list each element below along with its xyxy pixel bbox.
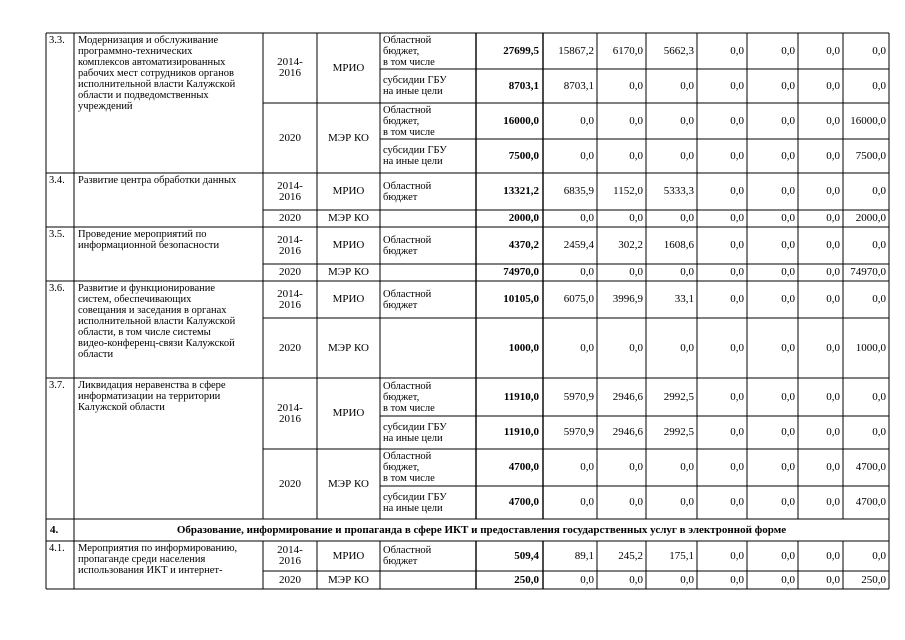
total-cell: 7500,0 [508, 149, 539, 162]
year-value-cell: 6170,0 [612, 44, 643, 57]
year-value-cell: 0,0 [580, 461, 594, 473]
year-value-cell: 0,0 [872, 185, 886, 197]
year-value-cell: 0,0 [781, 573, 795, 586]
funding-source-cell: Областной бюджет, в том числе [383, 104, 435, 138]
funding-source-cell [383, 264, 474, 281]
year-value-cell: 0,0 [781, 266, 795, 278]
row-number: 3.4. [49, 175, 65, 186]
year-value-cell: 0,0 [826, 496, 840, 508]
year-value-cell: 1152,0 [613, 185, 643, 197]
year-value-cell: 1608,6 [663, 239, 694, 251]
year-value-cell: 3996,9 [612, 293, 643, 305]
period-cell: 2020 [279, 573, 301, 586]
total-cell: 11910,0 [503, 390, 539, 403]
funding-source-cell: Областной бюджет [383, 288, 432, 311]
year-value-cell: 0,0 [826, 185, 840, 197]
period-cell: 2014- 2016 [277, 233, 303, 257]
period-cell: 2014- 2016 [277, 544, 303, 567]
year-value-cell: 2992,5 [663, 426, 694, 438]
funding-source-cell: субсидии ГБУ на иные цели [383, 421, 447, 444]
funding-source-cell: субсидии ГБУ на иные цели [383, 145, 447, 167]
activity-title: Развитие центра обработки данных [78, 175, 237, 186]
funding-source-cell [383, 571, 474, 589]
year-value-cell: 0,0 [680, 212, 694, 224]
funding-source-cell: Областной бюджет [383, 180, 432, 203]
year-value-cell: 0,0 [680, 149, 694, 162]
funding-source-cell: субсидии ГБУ на иные цели [383, 491, 447, 514]
year-value-cell: 0,0 [629, 461, 643, 473]
executor-cell: МЭР КО [328, 341, 369, 354]
year-value-cell: 4700,0 [855, 461, 886, 473]
year-value-cell: 0,0 [730, 461, 744, 473]
funding-source-cell: Областной бюджет, в том числе [383, 380, 435, 414]
year-value-cell: 0,0 [680, 79, 694, 92]
total-cell: 27699,5 [503, 44, 539, 57]
year-value-cell: 0,0 [730, 114, 744, 127]
year-value-cell: 0,0 [872, 293, 886, 305]
funding-source-cell [383, 318, 474, 378]
year-value-cell: 0,0 [781, 212, 795, 224]
year-value-cell: 0,0 [826, 390, 840, 403]
year-value-cell: 0,0 [872, 549, 886, 562]
year-value-cell: 0,0 [872, 390, 886, 403]
year-value-cell: 8703,1 [563, 79, 594, 92]
year-value-cell: 0,0 [680, 573, 694, 586]
year-value-cell: 0,0 [730, 496, 744, 508]
period-cell: 2014- 2016 [277, 56, 303, 79]
year-value-cell: 0,0 [781, 149, 795, 162]
year-value-cell: 0,0 [580, 266, 594, 278]
year-value-cell: 89,1 [574, 549, 594, 562]
activity-title: Развитие и функционирование систем, обеспечивающих совещания и заседания в органах исполнительной власти Калужской области, в том числе системы видео-конференц-связи Калужской области [78, 283, 236, 360]
year-value-cell: 0,0 [580, 573, 594, 586]
executor-cell: МРИО [332, 549, 365, 562]
executor-cell: МРИО [332, 293, 365, 305]
year-value-cell: 5970,9 [563, 426, 594, 438]
total-cell: 8703,1 [508, 79, 539, 92]
year-value-cell: 6835,9 [563, 185, 594, 197]
year-value-cell: 245,2 [618, 549, 643, 562]
year-value-cell: 0,0 [826, 426, 840, 438]
year-value-cell: 0,0 [629, 149, 643, 162]
year-value-cell: 0,0 [730, 149, 744, 162]
year-value-cell: 0,0 [781, 239, 795, 251]
activity-title: Проведение мероприятий по информационной безопасности [78, 229, 220, 251]
year-value-cell: 2946,6 [612, 426, 643, 438]
year-value-cell: 0,0 [580, 212, 594, 224]
year-value-cell: 0,0 [826, 293, 840, 305]
year-value-cell: 5662,3 [663, 44, 694, 57]
year-value-cell: 2946,6 [612, 390, 643, 403]
year-value-cell: 0,0 [781, 496, 795, 508]
total-cell: 74970,0 [503, 266, 539, 278]
total-cell: 509,4 [514, 549, 539, 562]
year-value-cell: 0,0 [629, 79, 643, 92]
year-value-cell: 6075,0 [563, 293, 594, 305]
section-title: Образование, информирование и пропаганда в сфере ИКТ и предоставления государственных услуг в электронной форме [176, 523, 787, 536]
executor-cell: МЭР КО [328, 573, 369, 586]
period-cell: 2020 [279, 477, 301, 490]
year-value-cell: 2000,0 [855, 212, 886, 224]
executor-cell: МЭР КО [328, 131, 369, 144]
year-value-cell: 33,1 [674, 293, 694, 305]
year-value-cell: 302,2 [618, 239, 643, 251]
total-cell: 4700,0 [508, 461, 539, 473]
year-value-cell: 0,0 [730, 44, 744, 57]
year-value-cell: 0,0 [826, 212, 840, 224]
year-value-cell: 0,0 [629, 496, 643, 508]
year-value-cell: 1000,0 [855, 341, 886, 354]
executor-cell: МРИО [332, 185, 365, 197]
year-value-cell: 0,0 [826, 44, 840, 57]
year-value-cell: 0,0 [580, 341, 594, 354]
total-cell: 250,0 [514, 573, 539, 586]
executor-cell: МЭР КО [328, 477, 369, 490]
total-cell: 4370,2 [508, 239, 539, 251]
year-value-cell: 0,0 [781, 390, 795, 403]
year-value-cell: 0,0 [580, 114, 594, 127]
year-value-cell: 0,0 [730, 341, 744, 354]
row-number: 3.6. [49, 283, 65, 294]
year-value-cell: 0,0 [680, 266, 694, 278]
funding-source-cell [383, 210, 474, 227]
year-value-cell: 0,0 [680, 496, 694, 508]
period-cell: 2020 [279, 341, 301, 354]
funding-source-cell: Областной бюджет, в том числе [383, 34, 435, 68]
year-value-cell: 0,0 [629, 341, 643, 354]
period-cell: 2020 [279, 131, 301, 144]
year-value-cell: 175,1 [669, 549, 694, 562]
year-value-cell: 0,0 [730, 573, 744, 586]
executor-cell: МРИО [332, 239, 365, 251]
executor-cell: МЭР КО [328, 212, 369, 224]
year-value-cell: 0,0 [781, 185, 795, 197]
year-value-cell: 0,0 [730, 239, 744, 251]
activity-title: Мероприятия по информированию, пропаганде среди населения использования ИКТ и интернет- [78, 543, 238, 576]
total-cell: 16000,0 [503, 114, 539, 127]
year-value-cell: 4700,0 [855, 496, 886, 508]
year-value-cell: 0,0 [826, 79, 840, 92]
year-value-cell: 0,0 [826, 461, 840, 473]
executor-cell: МРИО [332, 407, 365, 419]
period-cell: 2020 [279, 266, 301, 278]
year-value-cell: 0,0 [680, 461, 694, 473]
total-cell: 10105,0 [503, 293, 539, 305]
year-value-cell: 0,0 [872, 79, 886, 92]
year-value-cell: 5333,3 [663, 185, 694, 197]
year-value-cell: 0,0 [781, 79, 795, 92]
year-value-cell: 0,0 [826, 266, 840, 278]
total-cell: 4700,0 [508, 496, 539, 508]
year-value-cell: 0,0 [826, 573, 840, 586]
year-value-cell: 0,0 [826, 549, 840, 562]
year-value-cell: 74970,0 [850, 266, 886, 278]
period-cell: 2014- 2016 [277, 287, 303, 311]
row-number: 3.5. [49, 229, 65, 240]
year-value-cell: 0,0 [730, 79, 744, 92]
year-value-cell: 0,0 [629, 573, 643, 586]
year-value-cell: 0,0 [580, 496, 594, 508]
year-value-cell: 0,0 [826, 149, 840, 162]
year-value-cell: 5970,9 [563, 390, 594, 403]
total-cell: 11910,0 [503, 426, 539, 438]
year-value-cell: 0,0 [781, 114, 795, 127]
year-value-cell: 0,0 [781, 44, 795, 57]
year-value-cell: 0,0 [629, 266, 643, 278]
total-cell: 2000,0 [508, 212, 539, 224]
year-value-cell: 15867,2 [558, 44, 594, 57]
year-value-cell: 16000,0 [850, 114, 886, 127]
activity-title: Ликвидация неравенства в сфере информатизации на территории Калужской области [78, 380, 226, 413]
year-value-cell: 250,0 [861, 573, 886, 586]
total-cell: 1000,0 [508, 341, 539, 354]
year-value-cell: 0,0 [680, 114, 694, 127]
year-value-cell: 0,0 [872, 426, 886, 438]
year-value-cell: 0,0 [872, 239, 886, 251]
executor-cell: МЭР КО [328, 266, 369, 278]
year-value-cell: 2992,5 [663, 390, 694, 403]
row-number: 3.3. [49, 35, 65, 46]
year-value-cell: 0,0 [730, 293, 744, 305]
year-value-cell: 0,0 [826, 114, 840, 127]
section-number: 4. [50, 523, 59, 536]
year-value-cell: 2459,4 [563, 239, 594, 251]
period-cell: 2020 [279, 212, 301, 224]
year-value-cell: 0,0 [629, 114, 643, 127]
year-value-cell: 0,0 [730, 212, 744, 224]
year-value-cell: 0,0 [580, 149, 594, 162]
year-value-cell: 0,0 [781, 341, 795, 354]
activity-title: Модернизация и обслуживание программно-технических комплексов автоматизированных рабочих мест сотрудников органов исполнительной власти Калужской области и подведомственных учреждений [78, 35, 236, 112]
funding-source-cell: Областной бюджет, в том числе [383, 451, 435, 484]
row-number: 3.7. [49, 380, 65, 391]
year-value-cell: 7500,0 [855, 149, 886, 162]
funding-source-cell: Областной бюджет [383, 234, 432, 257]
year-value-cell: 0,0 [872, 44, 886, 57]
year-value-cell: 0,0 [781, 426, 795, 438]
year-value-cell: 0,0 [781, 461, 795, 473]
executor-cell: МРИО [332, 61, 365, 74]
year-value-cell: 0,0 [629, 212, 643, 224]
year-value-cell: 0,0 [730, 390, 744, 403]
row-number: 4.1. [49, 543, 65, 554]
year-value-cell: 0,0 [826, 341, 840, 354]
year-value-cell: 0,0 [781, 293, 795, 305]
year-value-cell: 0,0 [730, 266, 744, 278]
year-value-cell: 0,0 [730, 549, 744, 562]
period-cell: 2014- 2016 [277, 401, 303, 425]
period-cell: 2014- 2016 [277, 179, 303, 203]
funding-source-cell: Областной бюджет [383, 545, 432, 567]
year-value-cell: 0,0 [730, 426, 744, 438]
year-value-cell: 0,0 [730, 185, 744, 197]
funding-source-cell: субсидии ГБУ на иные цели [383, 75, 447, 97]
year-value-cell: 0,0 [826, 239, 840, 251]
year-value-cell: 0,0 [680, 341, 694, 354]
year-value-cell: 0,0 [781, 549, 795, 562]
total-cell: 13321,2 [503, 185, 539, 197]
